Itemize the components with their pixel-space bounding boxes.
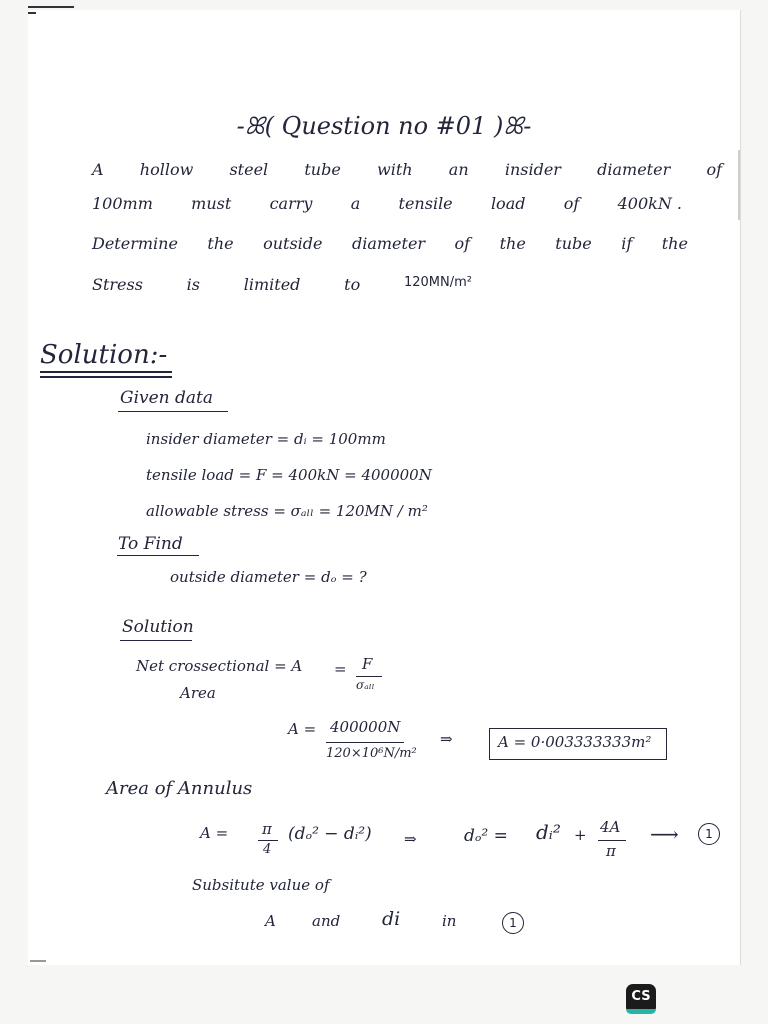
- sub-di: di: [382, 908, 401, 930]
- word: tube: [304, 160, 341, 179]
- word: is: [186, 275, 200, 294]
- notebook-page: [28, 10, 741, 965]
- word: of: [706, 160, 722, 179]
- question-line-3: [92, 234, 688, 253]
- sub-a: A: [265, 912, 276, 930]
- heading-underline: [40, 371, 172, 373]
- word: tensile: [398, 194, 453, 213]
- implies-arrow: ⇒: [404, 830, 417, 848]
- question-line-4: [92, 275, 472, 294]
- solution-underline: [120, 640, 192, 641]
- question-title: -ꕤ( Question no #01 )ꕤ-: [236, 112, 532, 140]
- given-tensile-load: tensile load = F = 400kN = 400000N: [146, 466, 432, 484]
- word: 100mm: [92, 194, 153, 213]
- word: the: [207, 234, 234, 253]
- to-find-outside-diameter: outside diameter = dₒ = ?: [170, 568, 367, 586]
- word: diameter: [351, 234, 426, 253]
- arrow-to-equation: ⟶: [650, 822, 679, 846]
- annulus-a: A =: [200, 824, 229, 842]
- word: the: [661, 234, 688, 253]
- word: diameter: [597, 160, 671, 179]
- pi-numerator: π: [262, 820, 272, 838]
- edge-mark: [30, 960, 46, 962]
- word: A: [92, 160, 104, 179]
- word: of: [454, 234, 471, 253]
- question-line-2: [92, 194, 682, 213]
- given-inside-diameter: insider diameter = dᵢ = 100mm: [146, 430, 386, 448]
- frac-denominator: 120×10⁶N/m²: [326, 746, 417, 761]
- word: an: [448, 160, 469, 179]
- substitute-line: Subsitute value of: [192, 876, 330, 894]
- given-data-heading: Given data: [120, 388, 214, 408]
- equals-sign: =: [334, 660, 347, 678]
- four-a-numerator: 4A: [600, 818, 621, 836]
- implies-arrow: ⇒: [440, 730, 453, 748]
- area-prefix: A =: [288, 720, 317, 738]
- word: carry: [269, 194, 313, 213]
- question-line-1: [92, 160, 722, 179]
- word: of: [563, 194, 580, 213]
- fraction-bar: [356, 676, 382, 677]
- annulus-parenthesis: (dₒ² − dᵢ²): [288, 824, 372, 844]
- word: Stress: [92, 275, 143, 294]
- word: hollow: [139, 160, 194, 179]
- word: Determine: [92, 234, 178, 253]
- do-squared: dₒ² =: [464, 826, 508, 846]
- pi-denominator: 4: [263, 842, 272, 857]
- sub-in: in: [442, 912, 457, 930]
- word: the: [499, 234, 526, 253]
- word: steel: [229, 160, 269, 179]
- corner-mark: [28, 6, 74, 8]
- sub-and: and: [312, 912, 341, 930]
- net-area-label: Net crossectional = A: [136, 657, 303, 675]
- frac-numerator: 400000N: [330, 718, 401, 736]
- word: outside: [263, 234, 323, 253]
- word: if: [621, 234, 633, 253]
- given-allowable-stress: allowable stress = σₐₗₗ = 120MN / m²: [146, 502, 428, 520]
- word: tube: [555, 234, 592, 253]
- fraction-bar: [326, 742, 404, 743]
- corner-mark: [28, 12, 36, 14]
- solution-subheading: Solution: [122, 617, 194, 637]
- word: a: [350, 194, 361, 213]
- word: insider: [504, 160, 561, 179]
- camscanner-logo: CS: [626, 984, 656, 1014]
- equation-number: 1: [698, 823, 720, 845]
- word: limited: [243, 275, 301, 294]
- word: to: [344, 275, 361, 294]
- word: must: [191, 194, 232, 213]
- fraction-bar: [598, 840, 626, 841]
- word: load: [490, 194, 526, 213]
- plus-sign: +: [574, 826, 587, 844]
- di-squared: dᵢ²: [536, 820, 561, 844]
- solution-heading: Solution:-: [40, 340, 168, 370]
- word: 120MN/m²: [403, 275, 472, 290]
- to-find-heading: To Find: [118, 534, 183, 554]
- edge-mark: [738, 150, 740, 220]
- annulus-heading: Area of Annulus: [106, 778, 253, 799]
- word: 400kN .: [617, 194, 682, 213]
- to-find-underline: [117, 555, 199, 556]
- pi-denominator: π: [606, 842, 616, 860]
- fraction-bar: [258, 840, 278, 841]
- boxed-area-value: A = 0·003333333m²: [498, 733, 652, 751]
- frac-numerator: F: [362, 655, 373, 673]
- equation-number: 1: [502, 912, 524, 934]
- heading-underline: [40, 376, 172, 378]
- frac-denominator: σₐₗₗ: [356, 678, 375, 692]
- given-underline: [118, 411, 228, 412]
- word: with: [377, 160, 413, 179]
- net-area-label-2: Area: [180, 684, 216, 702]
